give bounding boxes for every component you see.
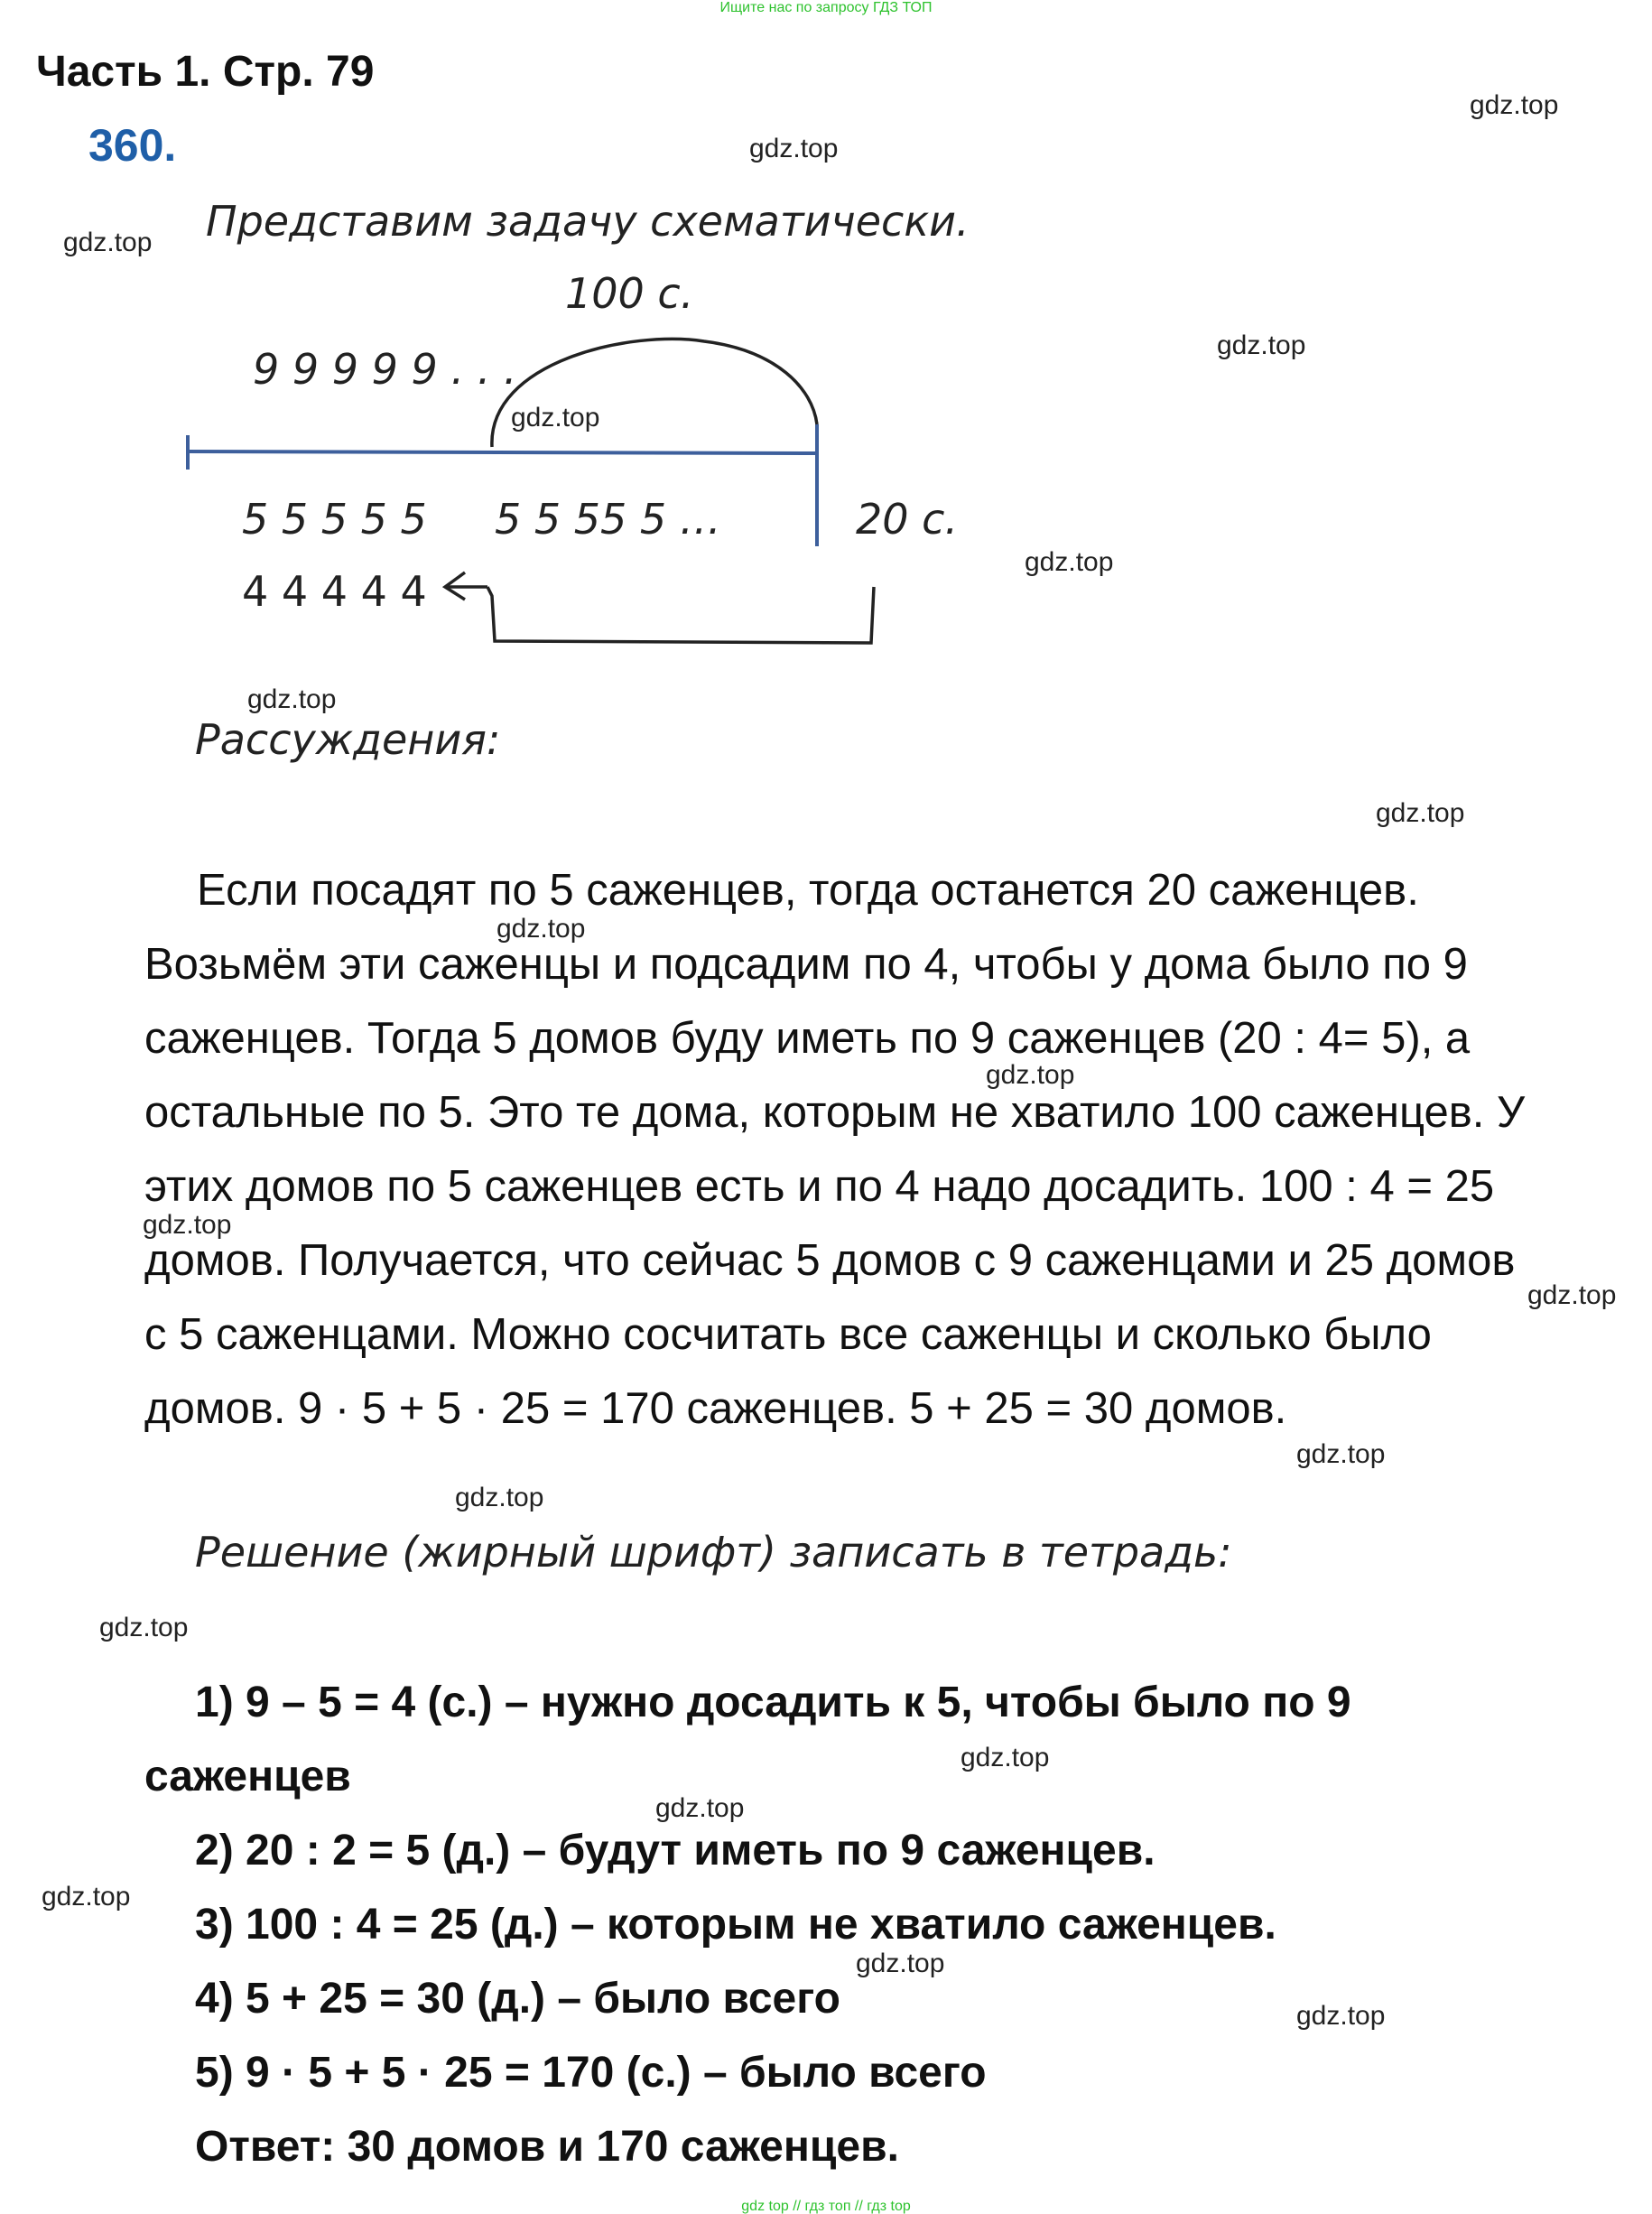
solution-step: 5) 9 · 5 + 5 · 25 = 170 (с.) – было всего (195, 2049, 987, 2097)
watermark: gdz.top (455, 1483, 544, 1512)
watermark: gdz.top (1025, 547, 1114, 577)
solution-heading: Решение (жирный шрифт) записать в тетрадь: (195, 1528, 1232, 1577)
watermark: gdz.top (1470, 90, 1559, 120)
scheme-fives-a: 5 5 5 5 5 (242, 495, 427, 544)
task-number: 360. (88, 120, 177, 171)
solution-step: саженцев (144, 1753, 351, 1800)
scheme-bracket (487, 587, 874, 643)
watermark: gdz.top (655, 1793, 745, 1823)
scheme-fives-b: 5 5 55 5 … (495, 495, 721, 544)
watermark: gdz.top (497, 914, 586, 944)
watermark: gdz.top (1217, 330, 1306, 360)
bottom-banner: gdz top // гдз топ // гдз top (741, 2199, 911, 2214)
watermark: gdz.top (247, 684, 337, 714)
watermark: gdz.top (143, 1210, 232, 1240)
watermark: gdz.top (749, 134, 839, 163)
watermark: gdz.top (1296, 2001, 1386, 2031)
watermark: gdz.top (1376, 798, 1465, 828)
scheme-fours: 4 4 4 4 4 (242, 567, 427, 616)
reasoning-line: Возьмём эти саженцы и подсадим по 4, чтобы у дома было по 9 (144, 940, 1468, 989)
watermark: gdz.top (856, 1949, 945, 1978)
watermark: gdz.top (1296, 1439, 1386, 1469)
watermark: gdz.top (99, 1613, 189, 1642)
scheme-segment (188, 451, 817, 453)
solution-step: 3) 100 : 4 = 25 (д.) – которым не хватило саженцев. (195, 1901, 1276, 1949)
reasoning-line: саженцев. Тогда 5 домов буду иметь по 9 саженцев (20 : 4= 5), а (144, 1014, 1471, 1063)
watermark: gdz.top (1527, 1280, 1617, 1310)
watermark: gdz.top (63, 228, 153, 257)
reasoning-line: Если посадят по 5 саженцев, тогда останется 20 саженцев. (197, 866, 1419, 915)
scheme-label-20: 20 с. (856, 495, 959, 544)
reasoning-line: домов. 9 · 5 + 5 · 25 = 170 саженцев. 5 + 25 = 30 домов. (144, 1384, 1287, 1433)
scheme-intro: Представим задачу схематически. (206, 197, 970, 246)
scheme-nines: 9 9 9 9 9 . . . (253, 345, 517, 394)
top-banner: Ищите нас по запросу ГДЗ ТОП (719, 0, 933, 15)
watermark: gdz.top (986, 1060, 1075, 1090)
scheme-label-100: 100 с. (565, 269, 694, 318)
watermark: gdz.top (42, 1882, 131, 1912)
reasoning-line: этих домов по 5 саженцев есть и по 4 надо досадить. 100 : 4 = 25 (144, 1162, 1495, 1211)
reasoning-line: с 5 саженцами. Можно сосчитать все саженцы и сколько было (144, 1310, 1432, 1359)
reasoning-line: домов. Получается, что сейчас 5 домов с 9 саженцами и 25 домов (144, 1236, 1516, 1285)
reasoning-heading: Рассуждения: (195, 715, 501, 764)
solution-step: 1) 9 – 5 = 4 (с.) – нужно досадить к 5, чтобы было по 9 (195, 1679, 1351, 1726)
reasoning-line: остальные по 5. Это те дома, которым не хватило 100 саженцев. У (144, 1088, 1526, 1137)
solution-answer: Ответ: 30 домов и 170 саженцев. (195, 2123, 899, 2171)
page-title: Часть 1. Стр. 79 (36, 48, 375, 96)
solution-step: 4) 5 + 25 = 30 (д.) – было всего (195, 1975, 840, 2023)
watermark: gdz.top (961, 1743, 1050, 1772)
solution-step: 2) 20 : 2 = 5 (д.) – будут иметь по 9 саженцев. (195, 1827, 1155, 1874)
watermark: gdz.top (511, 403, 600, 433)
